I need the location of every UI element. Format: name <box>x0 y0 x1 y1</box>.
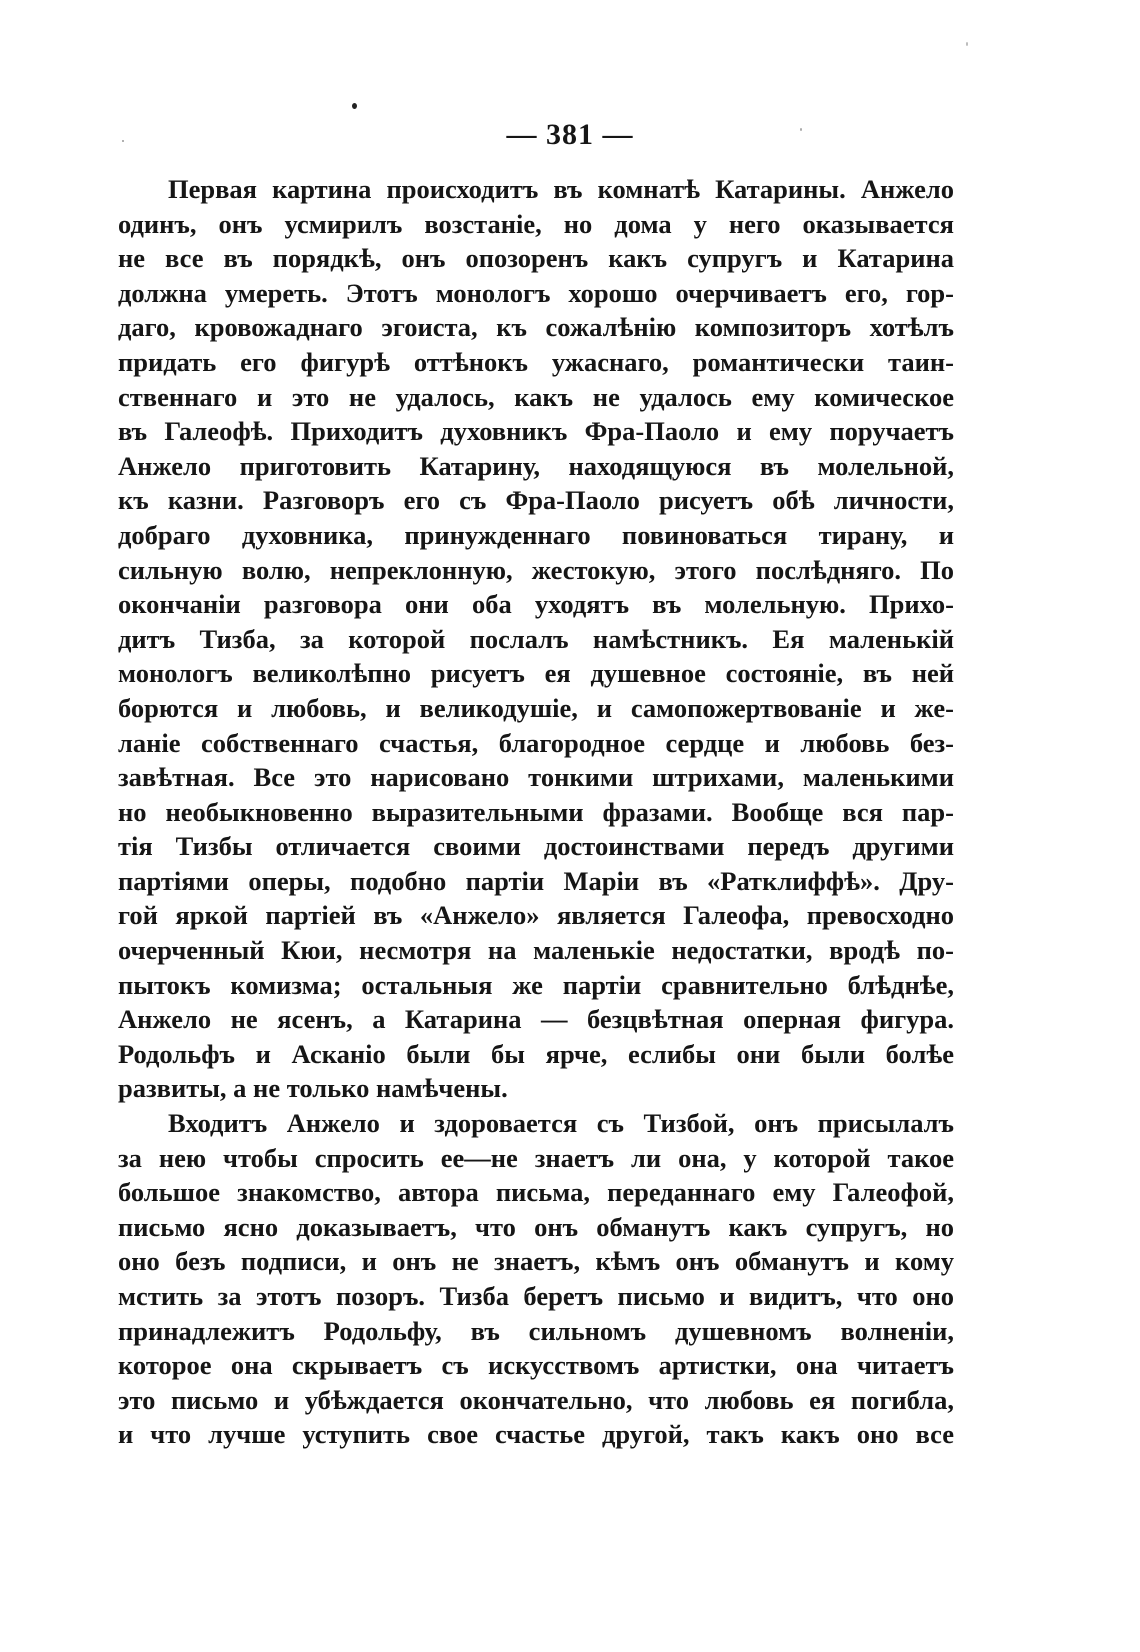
text-line: большое знакомство, автора письма, переданнаго ему Галеофой, <box>118 1177 954 1208</box>
text-line: это письмо и убѣждается окончательно, что любовь ея погибла, <box>118 1384 954 1415</box>
text-line: и что лучше уступить свое счастье другой, такъ какъ оно все <box>118 1419 954 1450</box>
text-line: письмо ясно доказываетъ, что онъ обманутъ какъ супругъ, но <box>118 1211 954 1242</box>
text-line: борются и любовь, и великодушiе, и самопожертвованiе и же- <box>118 692 954 723</box>
text-line: Родольфъ и Асканiо были бы ярче, еслибы они были болѣе <box>118 1038 954 1069</box>
text-line: оно безъ подписи, и онъ не знаетъ, кѣмъ онъ обманутъ и кому <box>118 1246 954 1277</box>
text-line: партiями оперы, подобно партiи Марiи въ «Ратклиффѣ». Дру- <box>118 865 954 896</box>
text-line: въ Галеофѣ. Приходитъ духовникъ Фра-Паоло и ему поручаетъ <box>118 416 954 447</box>
text-line: не все въ порядкѣ, онъ опозоренъ какъ супругъ и Катарина <box>118 243 954 274</box>
text-line: добраго духовника, принужденнаго повиноваться тирану, и <box>118 519 954 550</box>
text-line: гой яркой партiей въ «Анжело» является Галеофа, превосходно <box>118 900 954 931</box>
text-line: ственнаго и это не удалось, какъ не удалось ему комическое <box>118 381 954 412</box>
text-line: но необыкновенно выразительными фразами. Вообще вся пар- <box>118 796 954 827</box>
text-line: за нею чтобы спросить ее—не знаетъ ли она, у которой такое <box>118 1142 954 1173</box>
text-line: даго, кровожаднаго эгоиста, къ сожалѣнiю композиторъ хотѣлъ <box>118 312 954 343</box>
text-line: окончанiи разговора они оба уходятъ въ молельную. Прихо- <box>118 589 954 620</box>
text-line: очерченный Кюи, несмотря на маленькiе недостатки, вродѣ по- <box>118 935 954 966</box>
text-line: принадлежитъ Родольфу, въ сильномъ душевномъ волненiи, <box>118 1315 954 1346</box>
text-line: къ казни. Разговоръ его съ Фра-Паоло рисуетъ обѣ личности, <box>118 485 954 516</box>
text-line: которое она скрываетъ съ искусствомъ артистки, она читаетъ <box>118 1350 954 1381</box>
text-line: Анжело приготовить Катарину, находящуюся въ молельной, <box>118 450 954 481</box>
text-line: дитъ Тизба, за которой послалъ намѣстникъ. Ея маленькiй <box>118 623 954 654</box>
page-number: — 381 — <box>506 118 634 151</box>
ink-speck <box>966 42 968 46</box>
paragraph-1 <box>118 172 954 1106</box>
text-line: Первая картина происходитъ въ комнатѣ Катарины. Анжело <box>168 174 954 204</box>
text-line: одинъ, онъ усмирилъ возстанiе, но дома у него оказывается <box>118 208 954 239</box>
paragraph-2 <box>118 1106 954 1452</box>
text-line: ланiе собственнаго счастья, благородное сердце и любовь без- <box>118 727 954 758</box>
text-line: мстить за этотъ позоръ. Тизба беретъ письмо и видитъ, что оно <box>118 1281 954 1311</box>
text-line: монологъ великолѣпно рисуетъ ея душевное состоянiе, въ ней <box>118 658 954 689</box>
text-line: Входитъ Анжело и здоровается съ Тизбой, онъ присылалъ <box>168 1108 954 1139</box>
text-line: завѣтная. Все это нарисовано тонкими штрихами, маленькими <box>118 762 954 793</box>
text-line: развиты, а не только намѣчены. <box>118 1073 508 1104</box>
ink-speck <box>352 103 357 109</box>
text-line: должна умереть. Этотъ монологъ хорошо очерчиваетъ его, гор- <box>118 277 954 308</box>
text-line: Анжело не ясенъ, а Катарина — безцвѣтная оперная фигура. <box>118 1004 954 1035</box>
text-line: сильную волю, непреклонную, жестокую, этого послѣдняго. По <box>118 554 954 585</box>
text-line: тiя Тизбы отличается своими достоинствами передъ другими <box>118 831 954 862</box>
body-text <box>118 172 954 1452</box>
text-line: пытокъ комизма; остальныя же партiи сравнительно блѣднѣе, <box>118 969 954 1000</box>
text-line: придать его фигурѣ оттѣнокъ ужаснаго, романтически таин- <box>118 346 954 377</box>
